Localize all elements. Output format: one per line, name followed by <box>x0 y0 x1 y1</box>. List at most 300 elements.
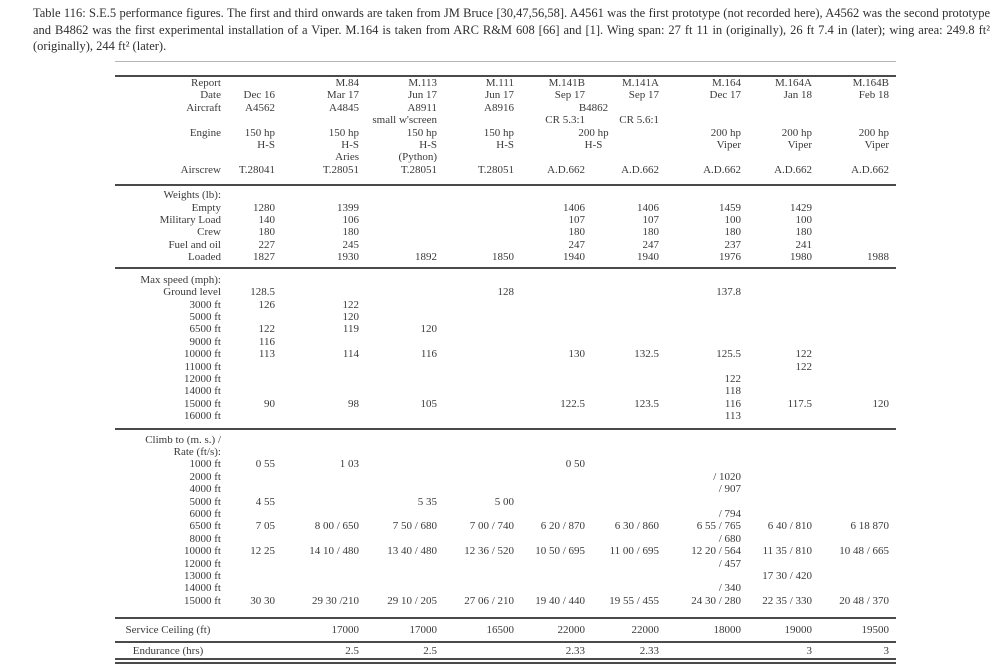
cell <box>366 471 444 483</box>
cell: / 907 <box>718 483 741 496</box>
cell <box>282 373 366 385</box>
cell <box>444 214 521 226</box>
cell <box>366 385 444 397</box>
cell <box>282 446 366 458</box>
row-label <box>115 139 228 151</box>
cell: Feb 18 <box>858 89 889 102</box>
cell: 17000 <box>331 624 359 637</box>
cell <box>819 385 896 397</box>
cell <box>228 618 282 641</box>
cell: 122 <box>724 372 741 385</box>
cell: H-S <box>419 139 437 152</box>
cell <box>819 533 896 545</box>
cell: 2.5 <box>423 644 437 657</box>
section-endurance <box>115 642 896 659</box>
cell: 8 00 / 650 <box>314 520 359 533</box>
cell: 1930 <box>337 251 359 264</box>
cell <box>228 361 282 373</box>
cell: 120 <box>342 310 359 323</box>
table-row <box>115 226 896 238</box>
table-row <box>115 336 896 348</box>
cell: 14 10 / 480 <box>309 545 359 558</box>
cell <box>592 361 666 373</box>
cell: A4845 <box>329 101 359 114</box>
cell: 7 05 <box>255 520 275 533</box>
row-label: 15000 ft <box>184 397 221 410</box>
table-row <box>115 558 896 570</box>
table-row <box>115 361 896 373</box>
table-row <box>115 76 896 89</box>
cell: Jan 18 <box>783 89 812 102</box>
table-caption: Table 116: S.E.5 performance figures. The first and third onwards are taken from JM Bruce [30,47,56,58]. A4561 was the first prototype (not recorded here), A4562 was the second prototype and B4862 was the first experimental installation of a Viper. M.164 is taken from ARC R&M 608 [66] and [1]. Wing span: 27 ft 11 in (originally), 26 ft 7.4 in (later); wing area: 249.8 ft² (originally), 244 ft² (later). <box>33 6 990 53</box>
cell <box>819 348 896 360</box>
cell <box>592 458 666 470</box>
cell <box>819 483 896 495</box>
cell <box>748 323 819 335</box>
cell: 113 <box>724 410 741 423</box>
cell: 130 <box>568 348 585 361</box>
cell <box>282 361 366 373</box>
cell: CR 5.3:1 <box>545 114 585 127</box>
cell: 19 40 / 440 <box>535 594 585 607</box>
cell: / 457 <box>718 557 741 570</box>
cell: 1988 <box>867 251 889 264</box>
table-row <box>115 520 896 532</box>
cell: 122 <box>342 298 359 311</box>
row-label: 1000 ft <box>189 458 221 471</box>
cell: 125.5 <box>716 348 741 361</box>
row-label: 12000 ft <box>184 372 221 385</box>
bottom-double-rule <box>115 662 896 664</box>
cell: Sep 17 <box>628 89 659 102</box>
cell: 150 hp <box>406 126 437 139</box>
cell <box>521 471 592 483</box>
cell <box>819 239 896 251</box>
cell: 6 40 / 810 <box>767 520 812 533</box>
cell: H-S <box>584 139 603 152</box>
cell <box>282 185 366 201</box>
row-label: Military Load <box>159 214 221 227</box>
cell: 13 40 / 480 <box>387 545 437 558</box>
cell: 122.5 <box>560 397 585 410</box>
cell: 200 hp <box>781 126 812 139</box>
cell <box>444 373 521 385</box>
cell: 19 55 / 455 <box>609 594 659 607</box>
table-row <box>115 286 896 298</box>
cell <box>592 323 666 335</box>
cell: 19500 <box>861 624 889 637</box>
cell: 12 36 / 520 <box>464 545 514 558</box>
cell <box>282 410 366 428</box>
cell: 10 50 / 695 <box>535 545 585 558</box>
cell <box>592 533 666 545</box>
table-row <box>115 323 896 335</box>
cell: 90 <box>264 397 275 410</box>
cell <box>228 185 282 201</box>
cell <box>666 185 748 201</box>
cell <box>444 361 521 373</box>
row-label: Endurance (hrs) <box>132 644 204 657</box>
cell <box>819 214 896 226</box>
cell: / 680 <box>718 532 741 545</box>
cell: 137.8 <box>716 286 741 299</box>
cell: 1406 <box>563 201 585 214</box>
cell: 24 30 / 280 <box>691 594 741 607</box>
cell <box>748 286 819 298</box>
cell <box>819 336 896 348</box>
cell <box>521 336 592 348</box>
section-climb <box>115 429 896 619</box>
cell <box>521 570 592 582</box>
table-row <box>115 251 896 267</box>
cell <box>366 299 444 311</box>
cell <box>819 471 896 483</box>
cell: 1976 <box>719 251 741 264</box>
cell: 11 35 / 810 <box>762 545 812 558</box>
cell <box>444 570 521 582</box>
cell: H-S <box>257 139 275 152</box>
cell: 4 55 <box>255 495 275 508</box>
cell: Jun 17 <box>484 89 514 102</box>
cell <box>592 446 666 458</box>
cell <box>819 268 896 286</box>
cell <box>366 361 444 373</box>
cell: H-S <box>341 139 359 152</box>
cell <box>592 311 666 323</box>
cell <box>748 385 819 397</box>
cell: 5 00 <box>494 495 514 508</box>
cell: 126 <box>258 298 275 311</box>
table-row <box>115 214 896 226</box>
cell: A.D.662 <box>703 163 741 176</box>
cell <box>666 323 748 335</box>
cell <box>444 202 521 214</box>
cell <box>444 558 521 570</box>
cell <box>366 582 444 594</box>
cell <box>282 336 366 348</box>
table-row <box>115 458 896 470</box>
cell: A8911 <box>407 101 437 114</box>
cell: 20 48 / 370 <box>839 594 889 607</box>
cell <box>592 373 666 385</box>
cell: 120 <box>872 397 889 410</box>
cell <box>282 570 366 582</box>
cell <box>228 429 282 446</box>
table-row <box>115 239 896 251</box>
cell <box>819 114 896 126</box>
cell <box>444 323 521 335</box>
cell <box>228 508 282 520</box>
cell <box>444 471 521 483</box>
cell <box>521 373 592 385</box>
cell: 22 35 / 330 <box>762 594 812 607</box>
table-row <box>115 508 896 520</box>
cell <box>444 483 521 495</box>
cell: 2.33 <box>639 644 659 657</box>
cell <box>748 496 819 508</box>
cell: 132.5 <box>634 348 659 361</box>
cell <box>819 185 896 201</box>
cell <box>748 336 819 348</box>
row-label: 2000 ft <box>189 470 221 483</box>
cell: 1459 <box>719 201 741 214</box>
row-label: Crew <box>197 226 221 239</box>
cell <box>819 558 896 570</box>
cell <box>592 483 666 495</box>
cell <box>366 202 444 214</box>
cell: M.141B <box>548 77 585 89</box>
cell <box>748 299 819 311</box>
cell <box>748 508 819 520</box>
cell <box>366 286 444 298</box>
row-label: 9000 ft <box>189 335 221 348</box>
table-row <box>115 582 896 594</box>
cell: small w'screen <box>372 114 437 127</box>
cell <box>521 385 592 397</box>
cell: 27 06 / 210 <box>464 594 514 607</box>
cell: 2.33 <box>565 644 585 657</box>
cell <box>819 496 896 508</box>
cell: 6 30 / 860 <box>614 520 659 533</box>
cell <box>819 429 896 446</box>
cell <box>444 429 521 446</box>
cell: 5 35 <box>417 495 437 508</box>
cell: 245 <box>342 238 359 251</box>
cell <box>444 458 521 470</box>
cell <box>521 582 592 594</box>
cell: 128.5 <box>250 286 275 299</box>
cell: 114 <box>342 348 359 361</box>
cell <box>819 410 896 428</box>
cell <box>819 286 896 298</box>
table-row <box>115 410 896 428</box>
cell <box>444 299 521 311</box>
table-row <box>115 545 896 557</box>
cell: A.D.662 <box>774 163 812 176</box>
cell: 119 <box>342 323 359 336</box>
cell: 237 <box>724 238 741 251</box>
cell <box>282 496 366 508</box>
cell: 122 <box>795 348 812 361</box>
cell: Viper <box>864 139 889 152</box>
cell: 116 <box>724 397 741 410</box>
cell <box>666 429 748 446</box>
cell <box>228 410 282 428</box>
cell <box>748 185 819 201</box>
section-max-speed <box>115 268 896 429</box>
cell: / 794 <box>718 508 741 520</box>
cell <box>748 558 819 570</box>
cell: 150 hp <box>328 126 359 139</box>
table-row <box>115 570 896 582</box>
cell: CR 5.6:1 <box>619 114 659 127</box>
cell <box>819 102 896 114</box>
cell <box>282 533 366 545</box>
row-label: Ground level <box>163 286 221 299</box>
cell <box>592 410 666 428</box>
cell: 106 <box>342 214 359 227</box>
cell: 180 <box>568 226 585 239</box>
cell: 29 30 /210 <box>311 594 359 607</box>
cell <box>282 558 366 570</box>
section-service-ceiling <box>115 618 896 641</box>
cell: 6 20 / 870 <box>540 520 585 533</box>
cell: H-S <box>496 139 514 152</box>
cell: 1892 <box>415 251 437 264</box>
table-row <box>115 618 896 641</box>
row-label: Max speed (mph): <box>140 273 221 286</box>
cell <box>819 151 896 163</box>
cell: 180 <box>724 226 741 239</box>
cell <box>282 508 366 520</box>
cell <box>592 268 666 286</box>
cell <box>748 429 819 446</box>
table-row <box>115 102 896 114</box>
row-label: 5000 ft <box>189 310 221 323</box>
cell <box>228 533 282 545</box>
cell <box>666 299 748 311</box>
cell <box>444 446 521 458</box>
cell: 116 <box>420 348 437 361</box>
cell: M.164 <box>711 77 741 89</box>
cell <box>366 483 444 495</box>
cell: 0 50 <box>565 458 585 471</box>
cell <box>521 151 592 163</box>
cell: T.28051 <box>400 163 437 176</box>
cell <box>366 239 444 251</box>
cell <box>666 114 748 126</box>
cell: 122 <box>795 360 812 373</box>
cell: 17 30 / 420 <box>762 570 812 583</box>
cell <box>444 185 521 201</box>
cell <box>282 286 366 298</box>
cell <box>521 299 592 311</box>
row-label: 8000 ft <box>189 532 221 545</box>
cell <box>444 114 521 126</box>
cell <box>748 268 819 286</box>
cell: Jun 17 <box>407 89 437 102</box>
cell: Viper <box>787 139 812 152</box>
cell: Dec 16 <box>243 89 275 102</box>
cell <box>819 582 896 594</box>
cell <box>592 299 666 311</box>
cell <box>666 496 748 508</box>
cell <box>819 373 896 385</box>
cell: 1429 <box>790 201 812 214</box>
cell <box>592 429 666 446</box>
cell: (Python) <box>398 151 437 164</box>
cell: 128 <box>497 286 514 299</box>
row-label: Weights (lb): <box>163 189 221 202</box>
cell <box>521 558 592 570</box>
cell <box>592 570 666 582</box>
table-row <box>115 311 896 323</box>
cell <box>282 582 366 594</box>
cell <box>819 299 896 311</box>
cell: 29 10 / 205 <box>387 594 437 607</box>
cell <box>228 570 282 582</box>
cell <box>444 642 521 659</box>
cell <box>592 471 666 483</box>
cell: 6 18 870 <box>850 520 889 533</box>
cell: 200 hp <box>578 126 609 139</box>
cell: 18000 <box>713 624 741 637</box>
cell: 2.5 <box>345 644 359 657</box>
row-label: 12000 ft <box>184 557 221 570</box>
cell <box>366 558 444 570</box>
cell: M.164A <box>775 77 812 89</box>
performance-table <box>115 75 896 660</box>
cell: Dec 17 <box>709 89 741 102</box>
cell <box>748 446 819 458</box>
cell <box>366 446 444 458</box>
cell <box>444 348 521 360</box>
cell <box>748 533 819 545</box>
row-label: 6500 ft <box>189 520 221 533</box>
table-row <box>115 89 896 101</box>
cell: 120 <box>420 323 437 336</box>
cell <box>282 385 366 397</box>
table-row <box>115 471 896 483</box>
cell <box>521 508 592 520</box>
cell <box>666 268 748 286</box>
cell <box>282 483 366 495</box>
row-label: 3000 ft <box>189 298 221 311</box>
table-row <box>115 595 896 618</box>
cell <box>521 483 592 495</box>
cell: Mar 17 <box>326 89 359 102</box>
cell: 1850 <box>492 251 514 264</box>
cell <box>666 642 748 659</box>
row-label: Fuel and oil <box>168 238 221 251</box>
cell <box>666 336 748 348</box>
cell: Viper <box>716 139 741 152</box>
cell <box>444 311 521 323</box>
cell <box>592 582 666 594</box>
section-weights <box>115 185 896 267</box>
cell <box>521 185 592 201</box>
table-row <box>115 533 896 545</box>
cell <box>819 361 896 373</box>
cell: 1406 <box>637 201 659 214</box>
cell <box>592 385 666 397</box>
cell <box>366 214 444 226</box>
cell: 0 55 <box>255 458 275 471</box>
row-label: 5000 ft <box>189 495 221 508</box>
table-row <box>115 151 896 163</box>
cell <box>521 446 592 458</box>
cell: / 340 <box>718 582 741 595</box>
row-label: 6500 ft <box>189 323 221 336</box>
cell <box>521 533 592 545</box>
row-label: Loaded <box>188 251 221 264</box>
cell: 122 <box>258 323 275 336</box>
cell: Sep 17 <box>554 89 585 102</box>
table-row <box>115 127 896 139</box>
cell: 180 <box>795 226 812 239</box>
row-label: 6000 ft <box>189 508 221 520</box>
cell <box>282 268 366 286</box>
cell <box>521 323 592 335</box>
row-label: 16000 ft <box>184 410 221 423</box>
cell <box>444 385 521 397</box>
cell: 1399 <box>337 201 359 214</box>
cell: 98 <box>348 397 359 410</box>
table-row <box>115 429 896 446</box>
row-label: Rate (ft/s): <box>173 445 221 458</box>
cell: 180 <box>642 226 659 239</box>
row-label: 4000 ft <box>189 483 221 496</box>
